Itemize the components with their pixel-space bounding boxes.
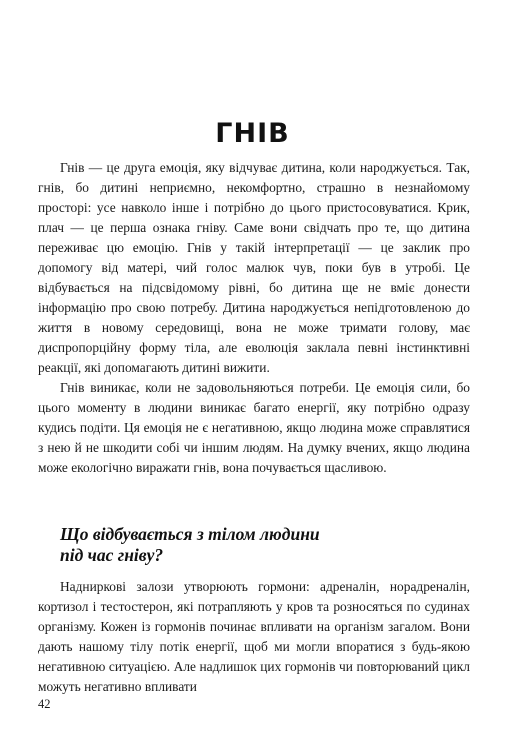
section-heading-line-1: Що відбувається з тілом людини: [60, 524, 320, 544]
page-number: 42: [38, 697, 51, 711]
section-heading: [60, 524, 460, 566]
section-paragraph-1: Надниркові залози утворюють гормони: адреналін, норадреналін, кортизол і тестостерон, які потрапляють у кров та розносяться по судинах організму. Кожен із гормонів починає впливати на організм загалом. Вони дають нашому тілу потік енергії, щоб ми могли впоратися з будь-якою негативною ситуацією. Але надлишок цих гормонів чи повторюваний цикл можуть негативно впливати: [38, 579, 470, 694]
section-body: [38, 577, 470, 697]
chapter-title: ГНІВ: [215, 118, 290, 149]
chapter-paragraph-1: Гнів — це друга емоція, яку відчуває дитина, коли народжується. Так, гнів, бо дитині неприємно, некомфортно, страшно в незнайомому просторі: усе навколо інше і потрібно до цього пристосовуватися. Крик, плач — це перша ознака гніву. Саме вони свідчать про те, що дитина переживає цю емоцію. Гнів у такій інтерпретації — це заклик про допомогу від матері, чий голос малюк чув, поки був в утробі. Це відбувається на підсвідомому рівні, бо дитина ще не вміє донести інформацію про свою потребу. Дитина народжується непідготовленою до життя в новому середовищі, вона не може тримати голову, має диспропорційну форму тіла, але еволюція заклала певні інстинктивні реакції, які допомагають дитині вижити.: [38, 160, 470, 375]
chapter-paragraph-2: Гнів виникає, коли не задовольняються потреби. Це емоція сили, бо цього моменту в людини виникає багато енергії, яку потрібно одразу кудись подіти. Ця емоція не є негативною, якщо людина може справлятися з нею й не шкодити собі чи іншим людям. На думку вчених, якщо людина може екологічно виражати гнів, вона почувається щасливою.: [38, 380, 470, 475]
chapter-body: [38, 158, 470, 478]
section-heading-line-2: під час гніву?: [60, 545, 164, 565]
